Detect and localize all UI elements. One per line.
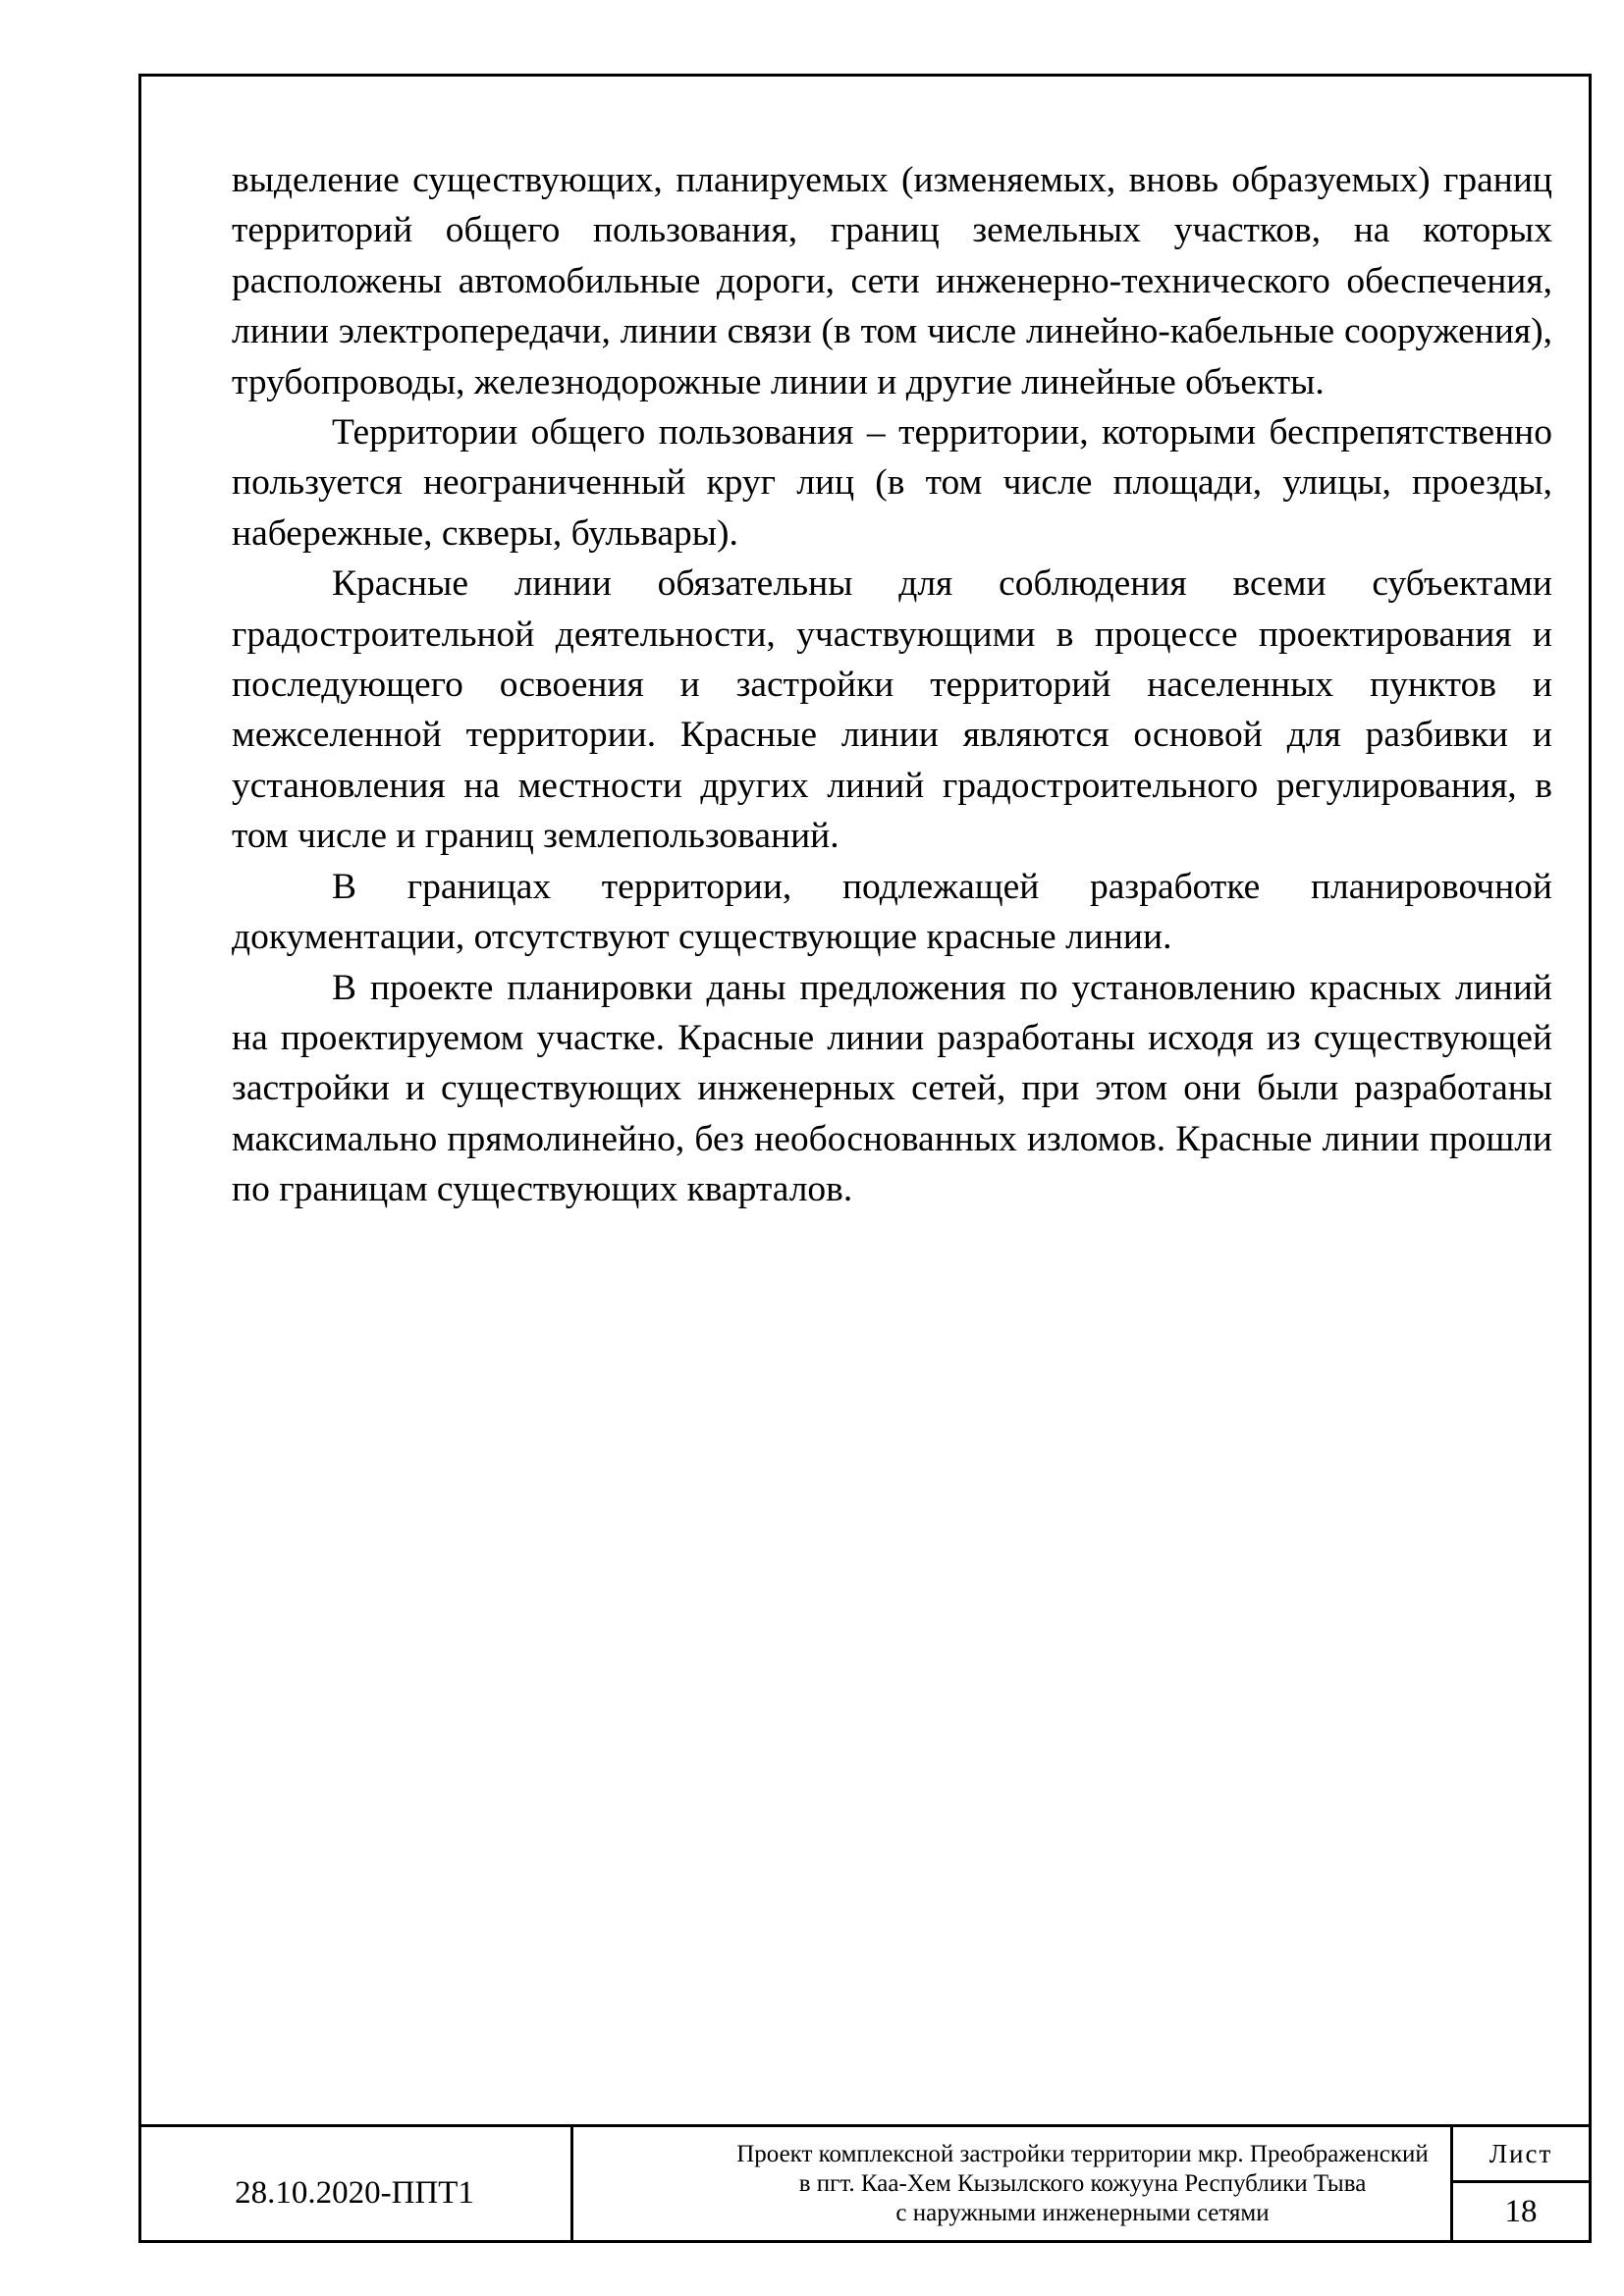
title-block xyxy=(138,2124,1592,2243)
project-title-line: Проект комплексной застройки территории мкр. Преображенский xyxy=(736,2140,1429,2167)
project-title-line: в пгт. Каа-Хем Кызылского кожууна Республики Тыва xyxy=(798,2169,1367,2197)
project-title-line: с наружными инженерными сетями xyxy=(895,2199,1270,2226)
paragraph-2: Территории общего пользования – территории, которыми беспрепятственно пользуется неограниченный круг лиц (в том числе площади, улицы, проезды, набережные, скверы, бульвары). xyxy=(232,412,1552,554)
sheet-box xyxy=(1450,2124,1589,2240)
sheet-number: 18 xyxy=(1504,2193,1538,2229)
project-title xyxy=(573,2124,1592,2243)
paragraph-4: В границах территории, подлежащей разработке планировочной документации, отсутствуют существующие красные линии. xyxy=(232,866,1552,958)
sheet-label: Лист xyxy=(1489,2138,1553,2168)
document-code: 28.10.2020-ППТ1 xyxy=(235,2175,474,2211)
paragraph-3: Красные линии обязательны для соблюдения всеми субъектами градостроительной деятельности, участвующими в процессе проектирования и последующего освоения и застройки территорий населенных пунктов и межселенной территории. Красные линии являются основой для разбивки и установления на местности других линий градостроительного регулирования, в том числе и границ землепользований. xyxy=(232,563,1552,857)
paragraph-5: В проекте планировки даны предложения по установлению красных линий на проектируемом участке. Красные линии разработаны исходя из существующей застройки и существующих инженерных сетей, при этом они были разработаны максимально прямолинейно, без необоснованных изломов. Красные линии прошли по границам существующих кварталов. xyxy=(232,967,1552,1210)
paragraph-1: выделение существующих, планируемых (изменяемых, вновь образуемых) границ территорий общего пользования, границ земельных участков, на которых расположены автомобильные дороги, сети инженерно-технического обеспечения, линии электропередачи, линии связи (в том числе линейно-кабельные сооружения), трубопроводы, железнодорожные линии и другие линейные объекты. xyxy=(232,160,1552,402)
document-body xyxy=(232,155,1552,1215)
